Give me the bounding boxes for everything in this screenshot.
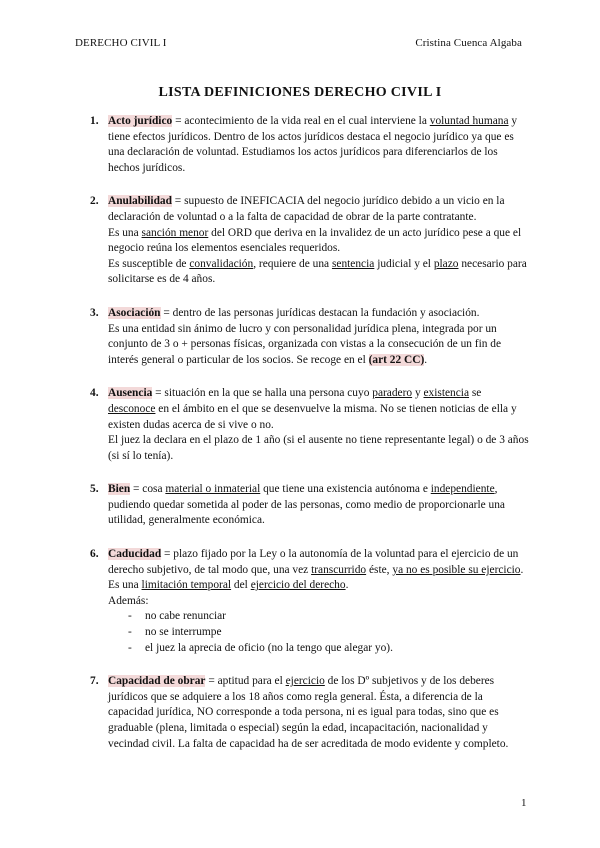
article-reference: (art 22 CC) xyxy=(368,353,425,366)
document-title: LISTA DEFINICIONES DERECHO CIVIL I xyxy=(158,85,442,100)
underlined-text: sanción menor xyxy=(141,226,209,239)
bullet-item xyxy=(108,641,530,657)
term: Ausencia xyxy=(108,387,153,400)
underlined-text: ejercicio del derecho xyxy=(250,579,346,592)
underlined-text: ejercicio xyxy=(285,675,325,688)
text: y tiene efectos jurídicos. Dentro de los actos jurídicos destaca el negocio jurídico ya que es una declaración de voluntad. Estudiamos los actos jurídicos para diferenciarlos de los hechos jurídicos. xyxy=(108,115,518,174)
underlined-text: ya no es posible su ejercicio xyxy=(392,563,521,576)
text: . Es una xyxy=(108,563,524,592)
item-number: 1. xyxy=(90,115,99,127)
definitions-list xyxy=(90,114,530,752)
definition-item-anulabilidad xyxy=(90,194,530,288)
bullet-item xyxy=(108,609,530,625)
item-number: 6. xyxy=(90,548,99,561)
text: = situación en la que se halla una persona cuyo xyxy=(152,387,373,400)
text: judicial y el xyxy=(374,257,434,270)
paragraph xyxy=(108,322,530,369)
paragraph xyxy=(108,194,530,225)
text: el juez la aprecia de oficio (no la tengo que alegar yo). xyxy=(145,641,393,654)
underlined-text: voluntad humana xyxy=(429,115,509,127)
paragraph xyxy=(108,386,530,433)
paragraph xyxy=(108,257,530,288)
text: necesario para solicitarse es de 4 años. xyxy=(108,257,527,286)
definition-item-asociacion xyxy=(90,306,530,368)
term: Capacidad de obrar xyxy=(108,675,206,688)
definition-item-bien xyxy=(90,482,530,529)
term: Bien xyxy=(108,483,131,496)
text: Es susceptible de xyxy=(108,257,190,270)
item-number: 4. xyxy=(90,387,99,400)
text: que tiene una existencia autónoma e xyxy=(260,483,431,496)
text: = supuesto de INEFICACIA del negocio jurídico debido a un vicio en la declaración de voluntad o a la falta de capacidad de obrar de la parte contratante. xyxy=(108,195,505,223)
text: del ORD que deriva en la invalidez de un acto jurídico pese a que el negocio reúna los elementos esenciales requeridos. xyxy=(108,226,522,255)
definition-item-ausencia xyxy=(90,386,530,464)
text: Es una entidad sin ánimo de lucro y con personalidad jurídica plena, integrada por un conjunto de 3 o + personas físicas, organizada con vistas a la consecución de un fin de interés general o particular de los socios. Se recoge en el xyxy=(108,322,502,366)
bullet-item xyxy=(108,625,530,641)
text: no se interrumpe xyxy=(145,626,222,639)
paragraph xyxy=(108,547,530,594)
underlined-text: transcurrido xyxy=(311,563,367,576)
page-number: 1 xyxy=(521,797,527,809)
underlined-text: paradero xyxy=(372,387,413,400)
underlined-text: convalidación xyxy=(189,257,254,270)
term: Caducidad xyxy=(108,548,162,561)
underlined-text: plazo xyxy=(433,257,459,270)
text: Es una xyxy=(108,226,142,239)
text: y xyxy=(412,387,424,400)
text: , pudiendo quedar sometida al poder de las personas, como medio de proporcionarle una utilidad, generalmente económica. xyxy=(108,483,505,527)
text: , requiere de una xyxy=(253,257,332,270)
underlined-text: limitación temporal xyxy=(141,579,232,592)
text: se xyxy=(469,387,482,400)
term: Acto jurídico xyxy=(108,115,173,127)
dash-icon: - xyxy=(128,610,132,623)
text: éste, xyxy=(366,563,393,576)
text: del xyxy=(231,579,251,592)
paragraph xyxy=(108,226,530,257)
text: = acontecimiento de la vida real en el cual interviene la xyxy=(172,115,430,127)
text: de los Dº subjetivos y de los deberes jurídicos que se adquiere a los 18 años como regla general. Ésta, a diferencia de la capacidad jurídica, NO corresponde a toda persona, ni es igual para todas, sino que es graduable (plena, limitada o especial) según la edad, incapacitación, nacionalidad y vecindad civil. La falta de capacidad ha de ser acreditada de modo evidente y completo. xyxy=(108,675,509,750)
definition-item-capacidad-de-obrar xyxy=(90,674,530,752)
paragraph: Además: xyxy=(108,594,149,607)
header-right: Cristina Cuenca Algaba xyxy=(415,37,522,49)
text: = aptitud para el xyxy=(205,675,286,688)
text: = cosa xyxy=(130,483,166,496)
paragraph xyxy=(108,306,530,322)
underlined-text: sentencia xyxy=(331,257,375,270)
text: . xyxy=(345,579,349,592)
definition-item-caducidad xyxy=(90,547,530,656)
underlined-text: independiente xyxy=(430,483,495,496)
header-left: DERECHO CIVIL I xyxy=(75,37,167,49)
underlined-text: material o inmaterial xyxy=(165,483,261,496)
item-number: 7. xyxy=(90,675,99,688)
definition-item-acto-juridico xyxy=(90,114,530,176)
text: . xyxy=(424,353,428,366)
dash-icon: - xyxy=(128,641,132,654)
item-number: 2. xyxy=(90,195,99,208)
text: no cabe renunciar xyxy=(145,610,226,623)
term: Asociación xyxy=(108,306,161,319)
bullet-list xyxy=(108,609,530,656)
term: Anulabilidad xyxy=(108,195,172,208)
text: = plazo fijado por la Ley o la autonomía de la voluntad para el ejercicio de un derecho subjetivo, de tal modo que, una vez xyxy=(108,548,519,576)
item-number: 3. xyxy=(90,306,99,319)
text: = dentro de las personas jurídicas destacan la fundación y asociación. xyxy=(160,306,480,319)
underlined-text: existencia xyxy=(423,387,470,400)
paragraph: El juez la declara en el plazo de 1 año (si el ausente no tiene representante legal) o de 3 años (si sí lo tenía). xyxy=(108,434,529,462)
dash-icon: - xyxy=(128,626,132,639)
item-number: 5. xyxy=(90,483,99,496)
text: en el ámbito en el que se desenvuelve la misma. No se tienen noticias de ella y existen dudas acerca de si vive o no. xyxy=(108,402,517,431)
underlined-text: desconoce xyxy=(108,402,156,415)
